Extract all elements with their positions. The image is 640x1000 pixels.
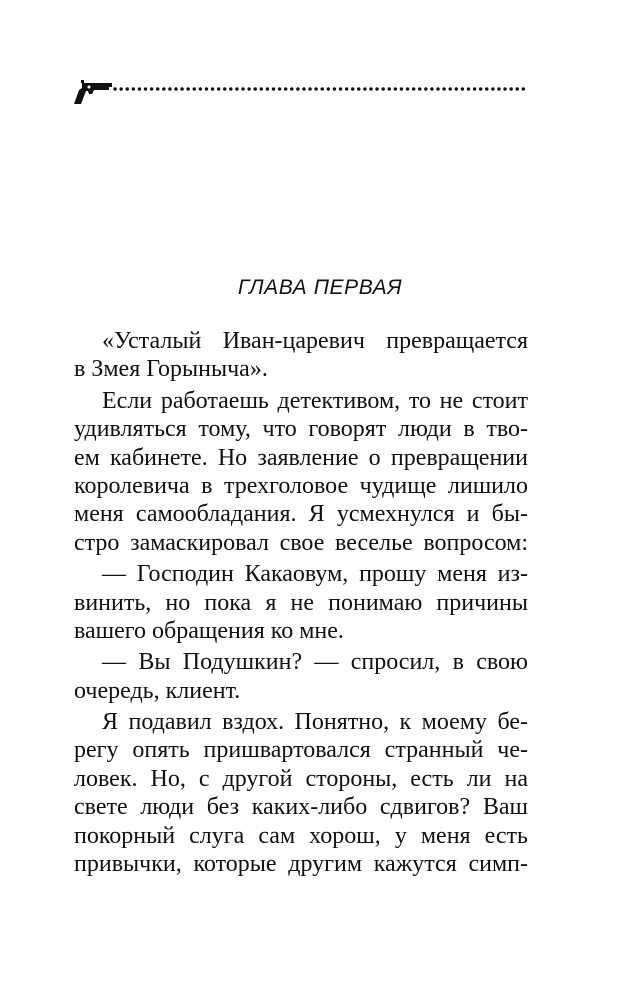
chapter-title: ГЛАВА ПЕРВАЯ [237,276,403,299]
text-line: — Вы Подушкин? — спросил, в свою [102,649,528,676]
text-line: очередь, клиент. [74,677,241,704]
text-line: Если работаешь детективом, то не стоит [102,387,528,414]
text-line: ем кабинете. Но заявление о превращении [74,444,528,471]
text-line: вашего обращения ко мне. [74,617,344,644]
text-line: стро замаскировал свое веселье вопросом: [74,529,528,556]
text-line: — Господин Какаовум, прошу меня из- [102,561,528,588]
dotted-rule [112,87,527,91]
text-line: в Змея Горыныча». [74,356,268,383]
text-line: королевича в трехголовое чудище лишило [74,472,528,499]
chapter-body [74,327,528,878]
text-line: удивляться тому, что говорят люди в тво- [74,416,528,443]
revolver-icon [72,76,114,106]
text-line: регу опять пришвартовался странный че- [74,737,528,764]
text-line: «Усталый Иван-царевич превращается [102,328,528,354]
text-line: покорный слуга сам хорош, у меня есть [74,822,528,849]
text-line: привычки, которые другим кажутся симп- [74,851,528,878]
text-line: винить, но пока я не понимаю причины [74,589,528,616]
text-line: Я подавил вздох. Понятно, к моему бе- [102,709,528,736]
text-line: меня самообладания. Я усмехнулся и бы- [74,501,528,528]
text-line: свете люди без каких-либо сдвигов? Ваш [74,794,528,821]
text-line: ловек. Но, с другой стороны, есть ли на [74,765,528,792]
header-ornament [72,76,532,106]
